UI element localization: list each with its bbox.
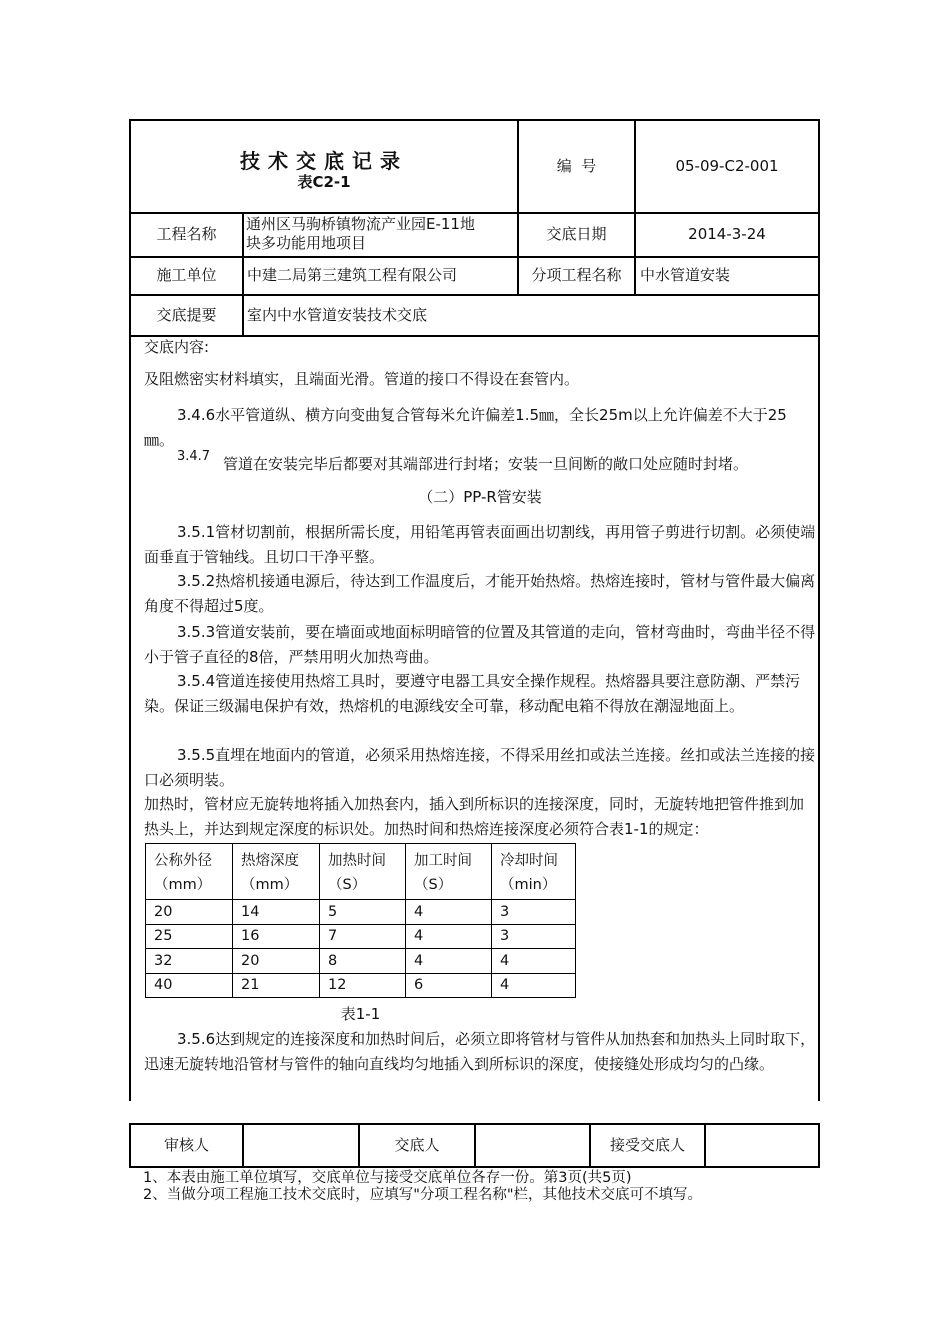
title-block [131, 121, 517, 212]
paragraph-4: 3.5.1管材切割前，根据所需长度，用铅笔再管表面画出切割线，再用管子剪进行切割。必须使端面垂直于管轴线。且切口干净平整。 [144, 523, 816, 566]
table-cell: 4 [492, 949, 576, 974]
table-cell: 4 [492, 973, 576, 998]
table-row [146, 924, 576, 949]
signoff-border-right [818, 1123, 820, 1168]
table-cell: 40 [146, 973, 233, 998]
receiver-signature-field[interactable] [706, 1125, 818, 1166]
table-cell: 3 [492, 924, 576, 949]
receiver-label: 接受交底人 [609, 1136, 685, 1154]
table-cell: 14 [233, 900, 320, 925]
date-label: 交底日期 [546, 225, 607, 243]
paragraph-3-text: 管道在安装完毕后都要对其端部进行封堵；安装一旦间断的敞口处应随时封堵。 [223, 455, 749, 473]
table-cell: 20 [146, 900, 233, 925]
paragraph-9: 加热时，管材应无旋转地将插入加热套内，插入到所标识的连接深度，同时，无旋转地把管件推到加热头上，并达到规定深度的标识处。加热时间和热熔连接深度必须符合表1-1的规定： [144, 795, 805, 838]
paragraph-5: 3.5.2热熔机接通电源后，待达到工作温度后，才能开始热熔。热熔连接时，管材与管件最大偏离角度不得超过5度。 [144, 572, 816, 615]
table-cell: 25 [146, 924, 233, 949]
summary-value: 室内中水管道安装技术交底 [247, 306, 428, 324]
table-cell: 4 [406, 949, 492, 974]
content-border-left [129, 335, 131, 1101]
spec-table-header-cell: 公称外径 （mm） [146, 844, 233, 900]
paragraph-8: 3.5.5直埋在地面内的管道，必须采用热熔连接，不得采用丝扣或法兰连接。丝扣或法兰连接的接口必须明装。 [144, 746, 816, 789]
table-cell: 32 [146, 949, 233, 974]
table-cell: 4 [406, 924, 492, 949]
project-value-line2: 块多功能用地项目 [246, 234, 367, 252]
date-value: 2014-3-24 [688, 225, 766, 243]
table-cell: 20 [233, 949, 320, 974]
table-cell: 16 [233, 924, 320, 949]
spec-table [145, 843, 576, 998]
note-1: 1、本表由施工单位填写，交底单位与接受交底单位各存一份。第3页(共5页) [143, 1170, 632, 1186]
paragraph-1: 及阻燃密实材料填实，且端面光滑。管道的接口不得设在套管内。 [144, 370, 580, 388]
table-cell: 12 [320, 973, 406, 998]
table-cell: 7 [320, 924, 406, 949]
spec-table-header-cell: 加热时间 （S） [320, 844, 406, 900]
subproject-label: 分项工程名称 [531, 266, 622, 284]
spec-table-header-row [146, 844, 576, 900]
page-title: 技术交底记录 [240, 149, 408, 173]
header-border-right [818, 119, 820, 336]
paragraph-7: 3.5.4管道连接使用热熔工具时，要遵守电器工具安全操作规程。热熔器具要注意防潮、严禁污染。保证三级漏电保护有效，热熔机的电源线安全可靠，移动配电箱不得放在潮湿地面上。 [144, 672, 801, 715]
company-value: 中建二局第三建筑工程有限公司 [247, 266, 458, 284]
number-label: 编 号 [556, 157, 597, 175]
table-cell: 5 [320, 900, 406, 925]
table-cell: 21 [233, 973, 320, 998]
content-border-right [818, 335, 820, 1101]
table-cell: 8 [320, 949, 406, 974]
note-2: 2、当做分项工程施工技术交底时，应填写"分项工程名称"栏，其他技术交底可不填写。 [143, 1187, 703, 1203]
table-cell: 4 [406, 900, 492, 925]
table-caption: 表1-1 [340, 1005, 381, 1023]
summary-label: 交底提要 [156, 306, 217, 324]
table-cell: 3 [492, 900, 576, 925]
project-value [246, 215, 516, 253]
paragraph-6: 3.5.3管道安装前，要在墙面或地面标明暗管的位置及其管道的走向，管材弯曲时，弯曲半径不得小于管子直径的8倍，严禁用明火加热弯曲。 [144, 623, 816, 666]
paragraph-2: 3.4.6水平管道纵、横方向变曲复合管每米允许偏差1.5㎜，全长25m以上允许偏差不大于25㎜。 [144, 406, 787, 449]
spec-table-header-cell: 热熔深度 （mm） [233, 844, 320, 900]
number-value: 05-09-C2-001 [675, 157, 779, 175]
form-number: 表C2-1 [297, 173, 351, 191]
project-label: 工程名称 [156, 225, 217, 243]
spec-table-header-cell: 加工时间 （S） [406, 844, 492, 900]
paragraph-10: 3.5.6达到规定的连接深度和加热时间后，必须立即将管材与管件从加热套和加热头上同时取下，迅速无旋转地沿管材与管件的轴向直线均匀地插入到所标识的深度，使接缝处形成均匀的凸缘。 [144, 1030, 816, 1073]
reviewer-label: 审核人 [163, 1136, 209, 1154]
paragraph-3-number: 3.4.7 [177, 449, 211, 464]
table-row [146, 900, 576, 925]
table-row [146, 973, 576, 998]
project-value-line1: 通州区马驹桥镇物流产业园E-11地 [246, 215, 475, 233]
content-heading: 交底内容: [144, 338, 210, 356]
spec-table-header-cell: 冷却时间 （min） [492, 844, 576, 900]
reviewer-signature-field[interactable] [244, 1125, 358, 1166]
table-row [146, 949, 576, 974]
company-label: 施工单位 [156, 266, 217, 284]
discloser-label: 交底人 [394, 1136, 440, 1154]
table-cell: 6 [406, 973, 492, 998]
discloser-signature-field[interactable] [476, 1125, 589, 1166]
subproject-value: 中水管道安装 [640, 266, 731, 284]
section-title: （二）PP-R管安装 [418, 488, 542, 506]
